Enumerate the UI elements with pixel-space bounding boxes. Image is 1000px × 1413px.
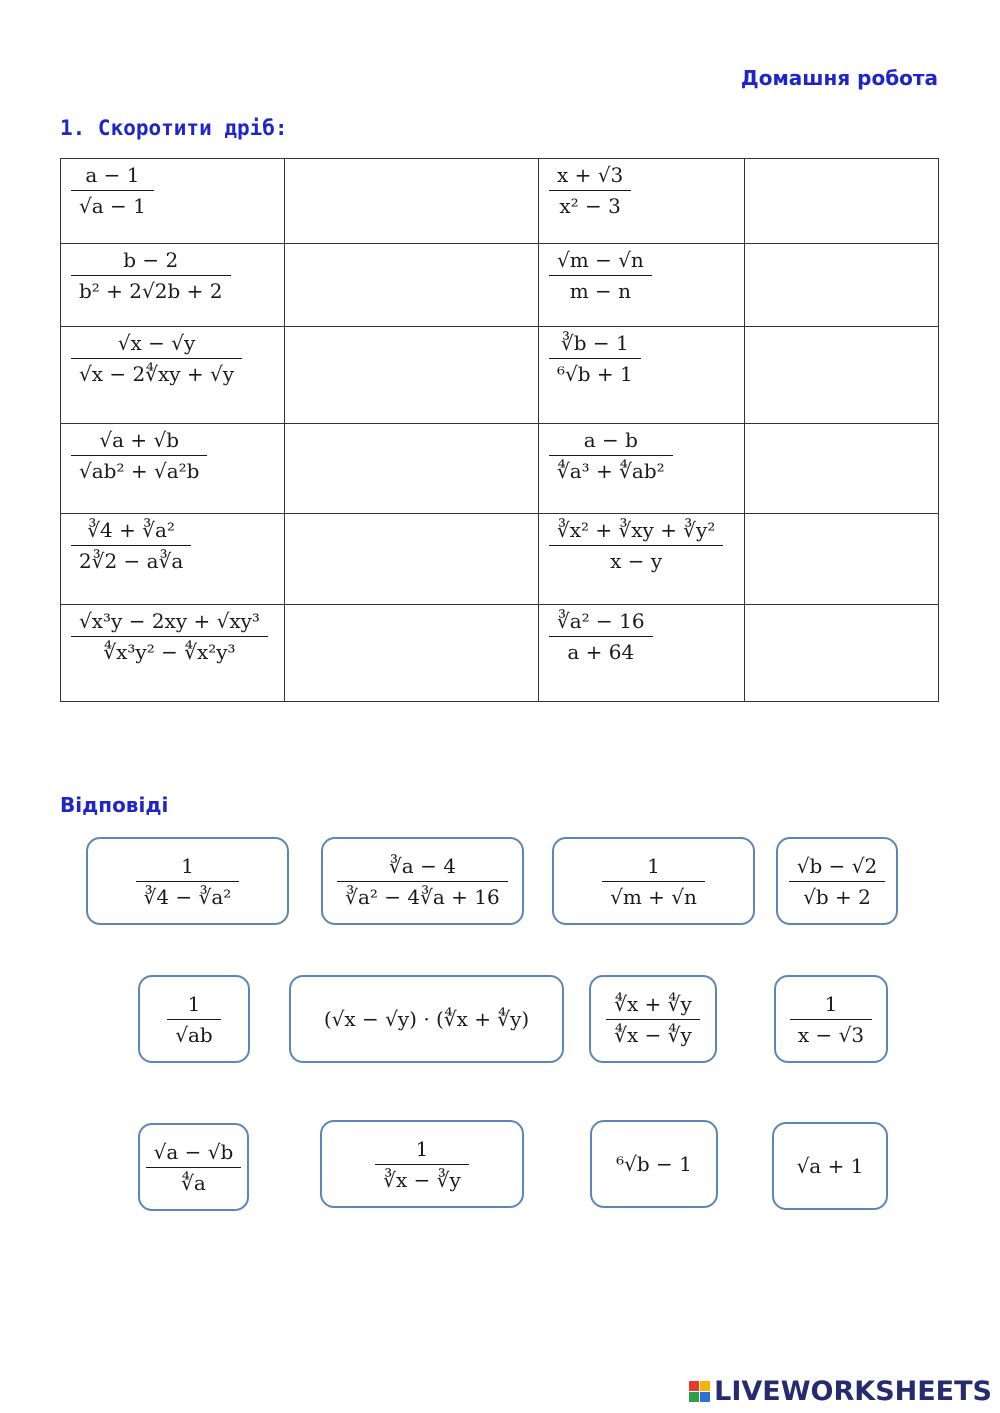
table-row (61, 514, 939, 605)
fraction: $\frac{1}{x - √3}$ (790, 990, 872, 1049)
answer-drop-cell[interactable] (745, 424, 939, 514)
fraction: $\frac{x + √3}{\text{x² − 3}}$ (549, 161, 631, 220)
table-row (61, 244, 939, 327)
fraction: $\frac{1}{\text{∛4 − ∛a²}}$ (136, 852, 240, 911)
fraction: $\frac{\text{√x³y − 2xy + √xy³}}{\text{∜x³y² − ∜x²y³}}$ (71, 607, 268, 666)
fraction: $\frac{√x - √y}{√x - 2∜xy + √y}$ (71, 329, 242, 388)
fraction: $\frac{√b - √2}{√b + 2}$ (789, 852, 886, 911)
fraction: $\frac{a - b}{\text{∜a³ + ∜ab²}}$ (549, 426, 673, 485)
answer-drop-cell[interactable] (745, 327, 939, 424)
expression-cell (61, 424, 285, 514)
fraction: $\frac{1}{√ab}$ (167, 990, 220, 1049)
fraction: $\frac{∜x + ∜y}{∜x - ∜y}$ (606, 990, 700, 1049)
answer-drop-cell[interactable] (745, 514, 939, 605)
logo-square (700, 1392, 710, 1402)
answer-card[interactable] (321, 837, 524, 925)
answer-card[interactable] (552, 837, 755, 925)
liveworksheets-watermark (689, 1376, 992, 1407)
fraction: $\frac{∛a - 4}{\text{∛a² − 4∛a + 16}}$ (337, 852, 507, 911)
answer-drop-cell[interactable] (745, 159, 939, 244)
expression-cell (61, 327, 285, 424)
fraction: $\frac{\text{∛4 + ∛a²}}{2∛2 - a∛a}$ (71, 516, 191, 575)
answer-drop-cell[interactable] (285, 159, 539, 244)
expression-cell (61, 244, 285, 327)
answers-heading: Відповіді (60, 793, 169, 817)
answer-drop-cell[interactable] (285, 424, 539, 514)
logo-square (689, 1381, 699, 1391)
table-row (61, 605, 939, 702)
fraction: $\frac{b - 2}{\text{b² + 2√2b + 2}}$ (71, 246, 231, 305)
logo-square (689, 1392, 699, 1402)
expression: (√x − √y) · (∜x + ∜y) (323, 1007, 530, 1031)
fraction: $\frac{√m - √n}{m - n}$ (549, 246, 652, 305)
answer-drop-cell[interactable] (285, 327, 539, 424)
answer-drop-cell[interactable] (745, 244, 939, 327)
answer-card[interactable] (774, 975, 888, 1063)
answer-card[interactable] (772, 1122, 888, 1210)
answer-card[interactable] (138, 1123, 249, 1211)
expression: √a + 1 (796, 1154, 864, 1178)
fraction: $\frac{√a + √b}{\text{√ab² + √a²b}}$ (71, 426, 207, 485)
expression-cell (539, 424, 745, 514)
answer-drop-cell[interactable] (285, 514, 539, 605)
expression-cell (539, 244, 745, 327)
answer-card[interactable] (589, 975, 717, 1063)
fraction: $\frac{1}{√m + √n}$ (602, 852, 705, 911)
expression-cell (539, 605, 745, 702)
fraction: $\frac{1}{∛x - ∛y}$ (375, 1135, 469, 1194)
fraction: $\frac{a - 1}{√a - 1}$ (71, 161, 154, 220)
expression-cell (61, 514, 285, 605)
expression-cell (61, 159, 285, 244)
answer-card[interactable] (320, 1120, 524, 1208)
answer-card[interactable] (776, 837, 898, 925)
table-row (61, 327, 939, 424)
exercise-table (60, 158, 939, 702)
table-row (61, 424, 939, 514)
task-heading: 1. Скоротити дріб: (60, 116, 288, 140)
answer-card[interactable] (289, 975, 564, 1063)
fraction: $\frac{∛b - 1}{\text{⁶√b + 1}}$ (549, 329, 641, 388)
expression-cell (61, 605, 285, 702)
answer-card[interactable] (138, 975, 250, 1063)
watermark-text: LIVEWORKSHEETS (714, 1376, 992, 1407)
fraction: $\frac{\text{∛x² + ∛xy + ∛y²}}{x - y}$ (549, 516, 723, 575)
answer-card[interactable] (590, 1120, 718, 1208)
expression-cell (539, 327, 745, 424)
answer-drop-cell[interactable] (745, 605, 939, 702)
fraction: $\frac{\text{∛a² − 16}}{a + 64}$ (549, 607, 653, 666)
answer-drop-cell[interactable] (285, 244, 539, 327)
answer-drop-cell[interactable] (285, 605, 539, 702)
table-row (61, 159, 939, 244)
expression-cell (539, 159, 745, 244)
logo-square (700, 1381, 710, 1391)
answer-card[interactable] (86, 837, 289, 925)
expression: ⁶√b − 1 (616, 1152, 692, 1176)
fraction: $\frac{√a - √b}{∜a}$ (146, 1138, 242, 1197)
page-title: Домашня робота (740, 66, 938, 90)
expression-cell (539, 514, 745, 605)
liveworksheets-logo-icon (689, 1381, 710, 1402)
